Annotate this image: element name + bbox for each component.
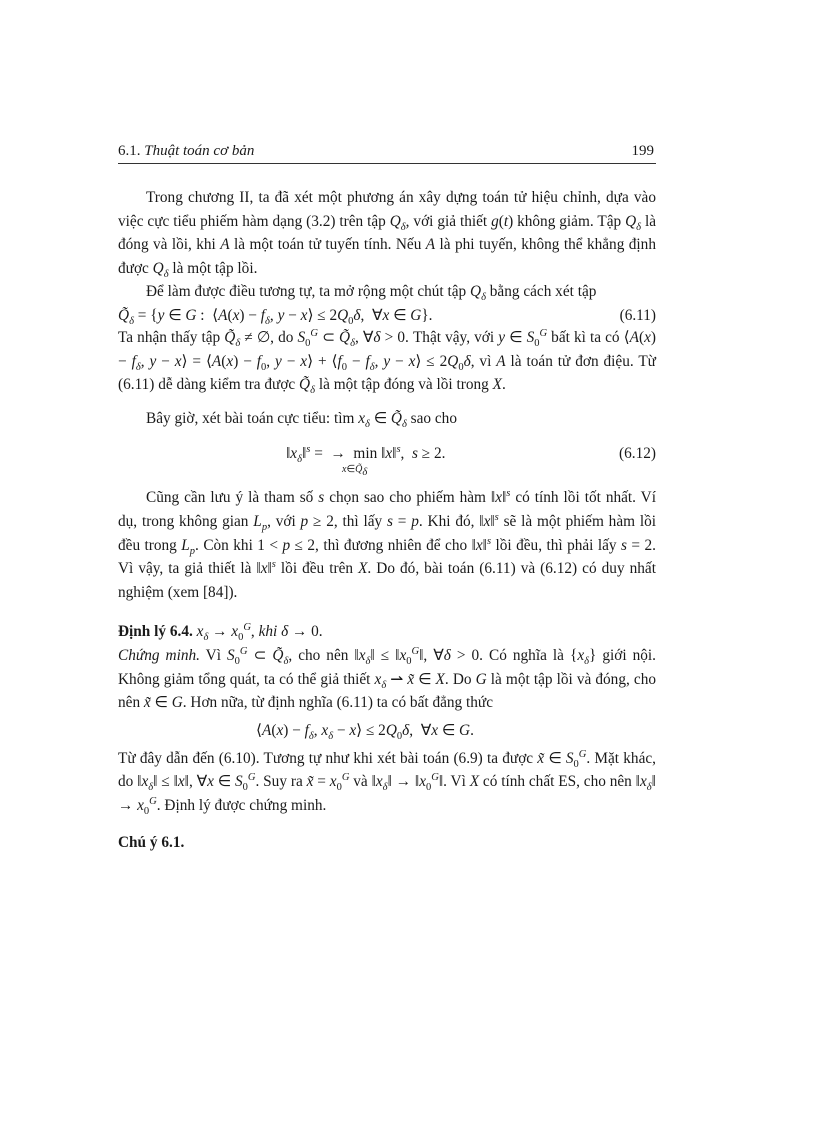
note-6-1: Chú ý 6.1. [118, 834, 185, 852]
equation-6-12-body: $‖x_\delta‖^s$ = → min ‖x‖$^s$, s ≥ 2. [286, 444, 446, 466]
paragraph-6: Từ đây dẫn đến (6.10). Tương tự như khi xét bài toán (6.9) ta được x̃ ∈ $S_0^G$. Mặt khác, do $‖x_\delta‖$ ≤ ‖x‖, ∀x ∈ $S_0^G$. Suy ra x̃ = $x_0^G$ và $‖x_\delta‖$ → $‖x_0^G‖$. Vì X có tính chất ES, cho nên $‖x_\delta‖ \to x_0^G$. Định lý được chứng minh. [118, 748, 656, 817]
proof-label: Chứng minh. [118, 646, 200, 664]
header-rule [118, 163, 656, 164]
paragraph-1: Trong chương II, ta đã xét một phương án xây dựng toán tử hiệu chỉnh, dựa vào việc cực tiểu phiếm hàm dạng (3.2) trên tập $Q_\delta$, với giả thiết g(t) không giảm. Tập $Q_\delta$ là đóng và lồi, khi A là một toán tử tuyến tính. Nếu A là phi tuyến, không thể khẳng định được $Q_\delta$ là một tập lồi. [118, 189, 656, 280]
section-heading [118, 143, 254, 160]
paragraph-2: Để làm được điều tương tự, ta mở rộng một chút tập $Q_\delta$ bằng cách xét tập [146, 283, 597, 304]
equation-6-12-subscript: $x\in Q̃_\delta$ [342, 464, 368, 479]
paragraph-5: Cũng cần lưu ý là tham số s chọn sao cho phiếm hàm ‖x‖$^s$ có tính lồi tốt nhất. Ví dụ, trong không gian $L_p$, với p ≥ 2, thì lấy s = p. Khi đó, ‖x‖$^s$ sẽ là một phiếm hàm lồi đều trong $L_p$. Còn khi 1 < p ≤ 2, thì đương nhiên để cho ‖x‖$^s$ lồi đều, thì phải lấy s = 2. Vì vậy, ta giả thiết là ‖x‖$^s$ lồi đều trên X. Do đó, bài toán (6.11) và (6.12) có duy nhất nghiệm (xem [84]). [118, 488, 656, 601]
running-header [118, 143, 656, 163]
equation-label: (6.12) [619, 445, 656, 463]
section-title: Thuật toán cơ bản [144, 143, 255, 159]
theorem-label: Định lý 6.4. [118, 623, 193, 641]
equation-inequality-body: ⟨A(x) − $f_\delta$, $x_\delta$ − x⟩ ≤ $2Q_0\delta$, ∀x ∈ G. [256, 721, 474, 742]
proof: Chứng minh. Vì $S_0^G$ ⊂ $Q̃_\delta$, cho nên $‖x_\delta‖$ ≤ $‖x_0^G‖$, ∀δ > 0. Có nghĩa là $\{x_\delta\}$ giới nội. Không giảm tổng quát, ta có thể giả thiết $x_\delta$ ⇀ x̃ ∈ X. Do G là một tập lồi và đóng, cho nên x̃ ∈ G. Hơn nữa, từ định nghĩa (6.11) ta có bất đẳng thức [118, 645, 657, 712]
paragraph-4: Bây giờ, xét bài toán cực tiểu: tìm $x_\delta$ ∈ $Q̃_\delta$ sao cho [146, 409, 457, 430]
equation-inequality [118, 717, 656, 747]
equation-label: (6.11) [619, 306, 656, 324]
page-number: 199 [631, 143, 654, 159]
section-number: 6.1. [118, 143, 141, 159]
equation-6-12 [118, 440, 656, 480]
equation-6-11 [118, 302, 656, 326]
equation-6-11-body: $Q̃_\delta = \{y$ ∈ G : ⟨A(x) − $f_\delta$, y − x⟩ ≤ $2Q_0\delta$, ∀x ∈ G}. [118, 306, 433, 328]
theorem-6-4: Định lý 6.4. $x_\delta \to x_0^G$, khi δ → 0. [118, 622, 323, 644]
paragraph-3: Ta nhận thấy tập $Q̃_\delta$ ≠ ∅, do $S_0^G$ ⊂ $Q̃_\delta$, ∀δ > 0. Thật vậy, với y ∈ $S_0^G$ bất kì ta có ⟨A(x) − $f_\delta$, y − x⟩ = ⟨A(x) − $f_0$, y − x⟩ + $⟨f_0 - f_\delta$, y − x⟩ ≤ $2Q_0\delta$, vì A là toán tử đơn điệu. Từ (6.11) dễ dàng kiểm tra được $Q̃_\delta$ là một tập đóng và lồi trong X. [118, 327, 657, 397]
page-body [118, 186, 656, 855]
